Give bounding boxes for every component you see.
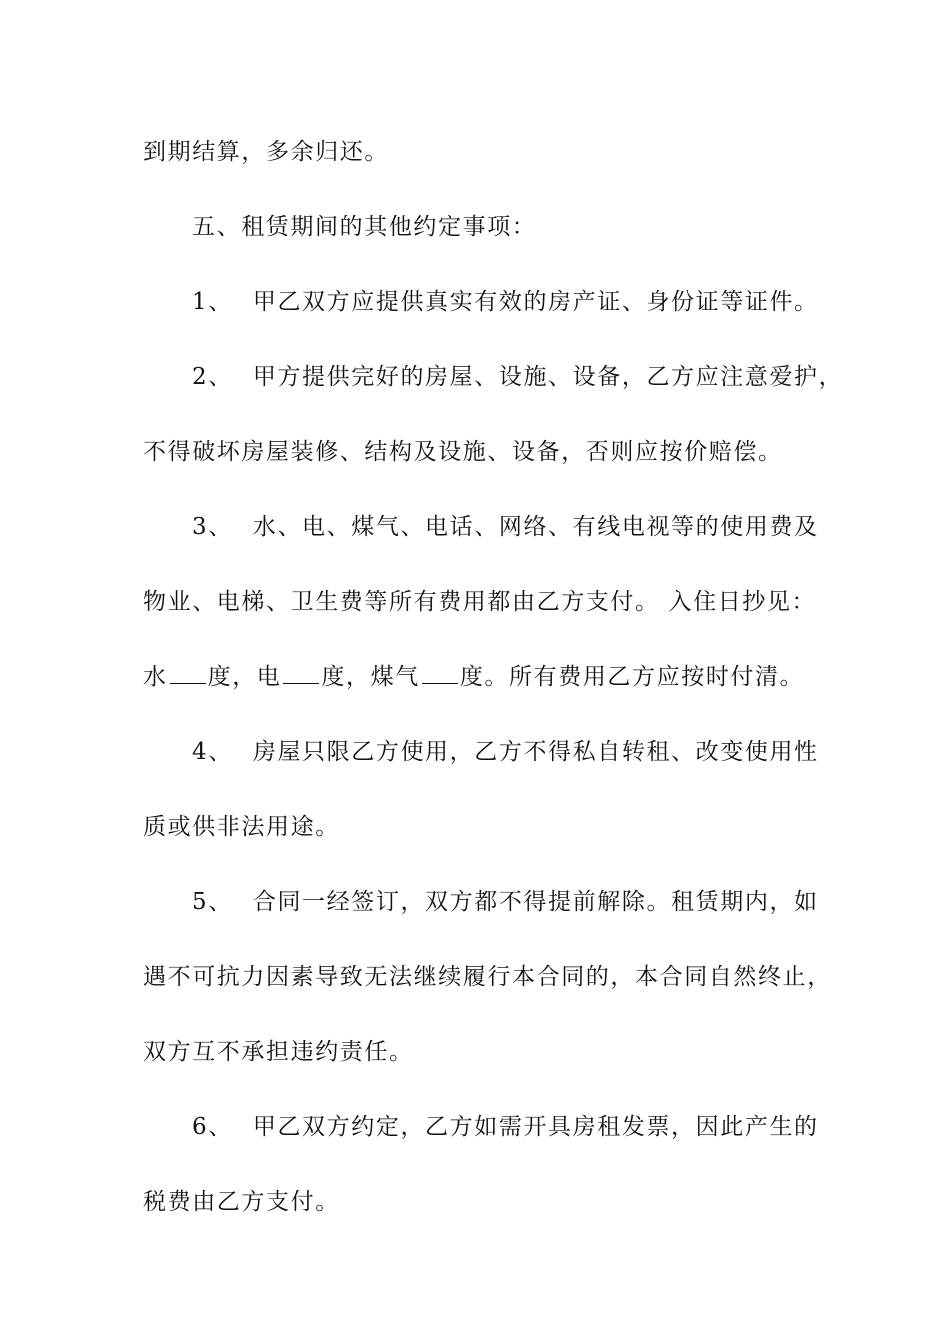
- clause-text: 甲乙双方应提供真实有效的房产证、身份证等证件。: [252, 289, 819, 315]
- paragraph-line: 遇不可抗力因素导致无法继续履行本合同的，本合同自然终止，: [143, 964, 832, 990]
- clause-text: 房屋只限乙方使用，乙方不得私自转租、改变使用性: [252, 739, 819, 765]
- clause-1: [192, 287, 819, 317]
- paragraph-line: 质或供非法用途。: [143, 814, 340, 840]
- paragraph-line: 不得破坏房屋装修、结构及设施、设备，否则应按价赔偿。: [143, 439, 783, 465]
- paragraph-line: 物业、电梯、卫生费等所有费用都由乙方支付。 入住日抄见：: [143, 589, 817, 615]
- clause-text: 甲方提供完好的房屋、设施、设备，乙方应注意爱护，: [252, 364, 844, 390]
- clause-text: 甲乙双方约定，乙方如需开具房租发票，因此产生的: [252, 1114, 819, 1140]
- clause-3: [192, 512, 819, 542]
- clause-number: 5、: [192, 889, 233, 915]
- clause-number: 3、: [192, 514, 233, 540]
- clause-4: [192, 737, 819, 767]
- water-blank: [170, 663, 206, 684]
- clause-2: [192, 362, 843, 392]
- gas-label: 度，煤气: [321, 664, 420, 690]
- paragraph-line: 到期结算，多余归还。: [143, 139, 389, 165]
- clause-number: 1、: [192, 289, 233, 315]
- clause-6: [192, 1112, 819, 1142]
- clause-number: 6、: [192, 1114, 233, 1140]
- clause-text: 水、电、煤气、电话、网络、有线电视等的使用费及: [252, 514, 819, 540]
- meter-reading-line: [143, 662, 804, 692]
- water-label: 水: [143, 664, 168, 690]
- electric-blank: [283, 663, 319, 684]
- clause-number: 2、: [192, 364, 233, 390]
- electric-label: 度，电: [207, 664, 282, 690]
- clause-5: [192, 887, 819, 917]
- paragraph-line: 双方互不承担违约责任。: [143, 1039, 414, 1065]
- payment-note: 度。所有费用乙方应按时付清。: [459, 664, 805, 690]
- clause-text: 合同一经签订，双方都不得提前解除。租赁期内，如: [252, 889, 819, 915]
- clause-number: 4、: [192, 739, 233, 765]
- section-heading: 五、租赁期间的其他约定事项：: [192, 214, 537, 240]
- gas-blank: [422, 663, 458, 684]
- paragraph-line: 税费由乙方支付。: [143, 1189, 340, 1215]
